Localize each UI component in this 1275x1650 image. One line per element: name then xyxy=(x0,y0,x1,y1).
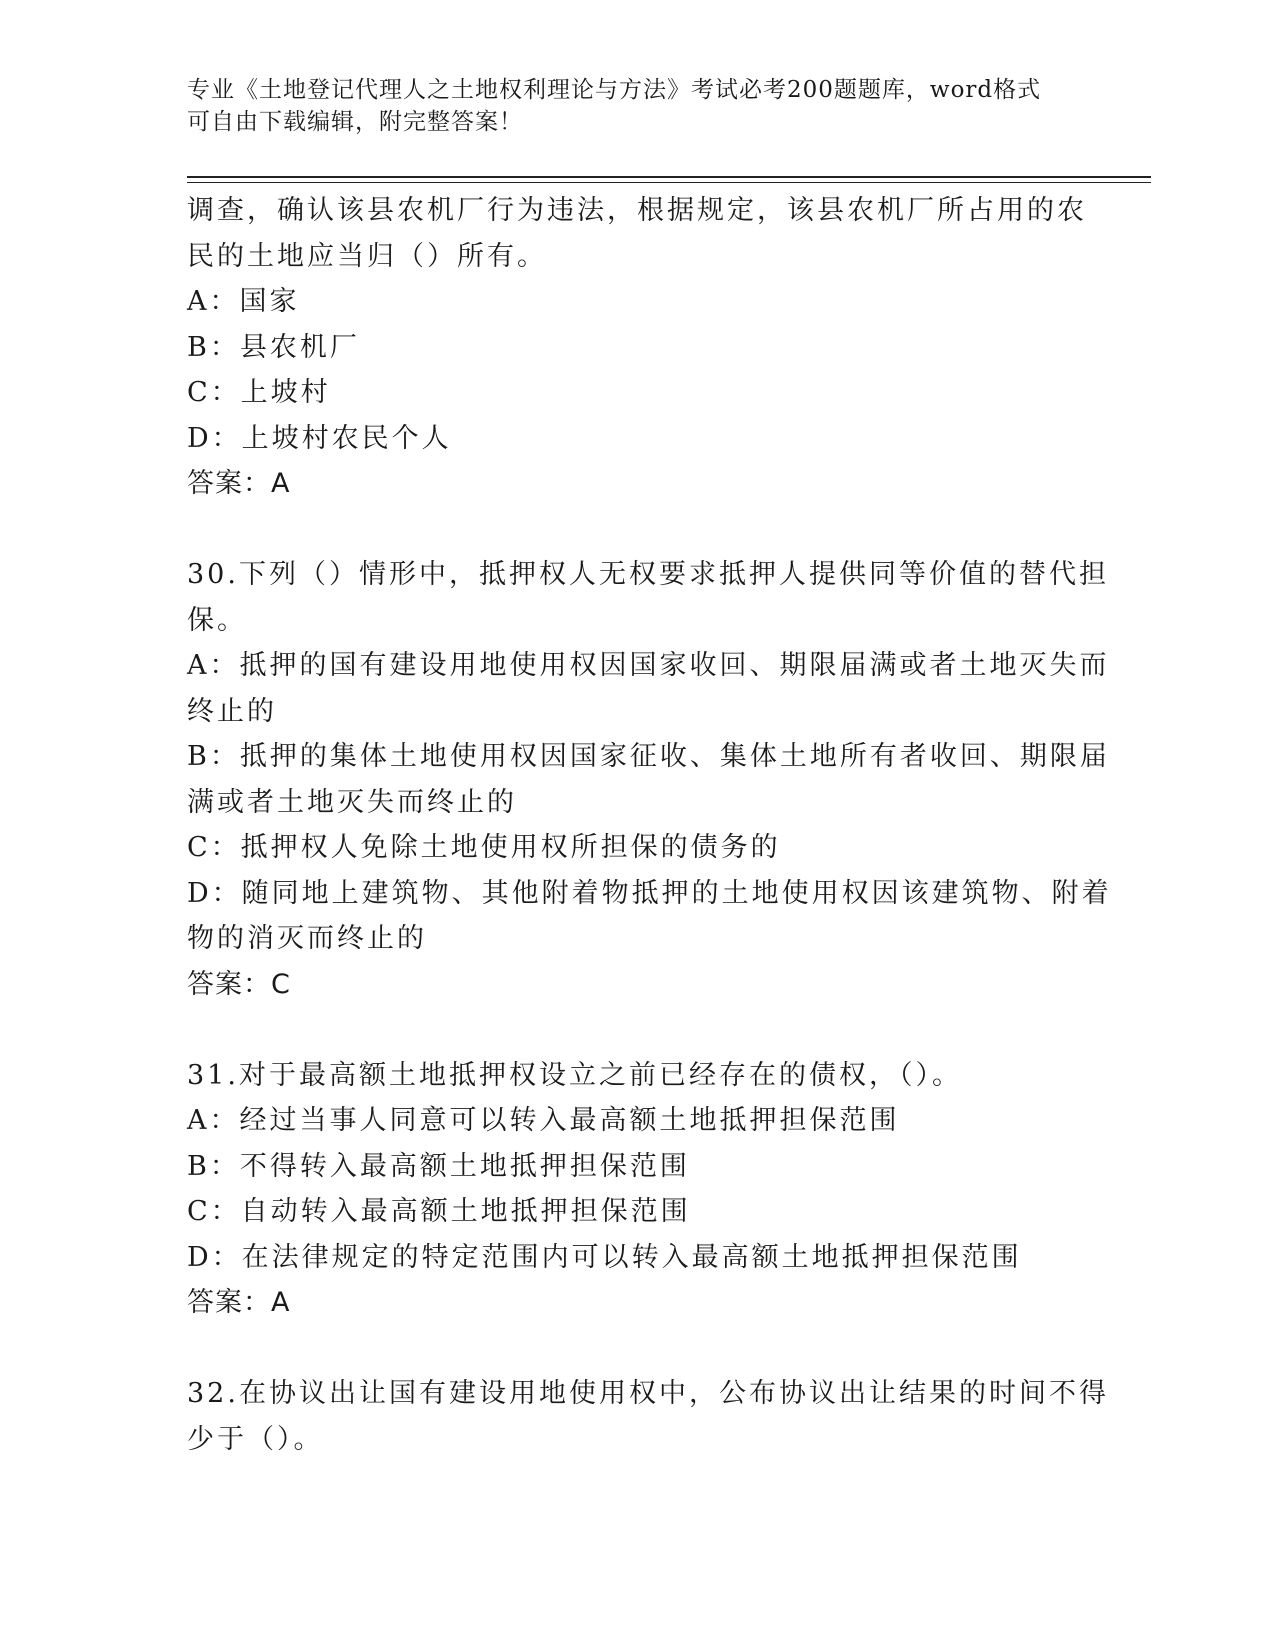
option-c: C：抵押权人免除土地使用权所担保的债务的 xyxy=(187,832,781,863)
answer-label: 答案：A xyxy=(187,468,291,499)
option-c: C：自动转入最高额土地抵押担保范围 xyxy=(187,1196,691,1227)
answer-label: 答案：A xyxy=(187,1287,291,1318)
answer-label: 答案：C xyxy=(187,968,291,1000)
option-b: B：县农机厂 xyxy=(187,331,360,363)
question-32 xyxy=(187,1371,1109,1462)
question-stem: 民的土地应当归（）所有。 xyxy=(187,240,547,272)
question-spacer xyxy=(187,1326,1087,1372)
question-stem: 少于（）。 xyxy=(187,1423,324,1455)
option-a: 终止的 xyxy=(187,695,277,727)
header-title-line1: 专业《土地登记代理人之土地权利理论与方法》考试必考200题题库，word格式 xyxy=(187,77,1042,103)
option-c: C：上坡村 xyxy=(187,377,331,408)
option-d: D：上坡村农民个人 xyxy=(187,422,452,454)
option-d: 物的消灭而终止的 xyxy=(187,923,427,954)
question-stem: 31.对于最高额土地抵押权设立之前已经存在的债权，（）。 xyxy=(187,1059,962,1091)
header-divider-thick xyxy=(187,176,1151,178)
option-a: A：经过当事人同意可以转入最高额土地抵押担保范围 xyxy=(187,1105,900,1136)
header-divider-thin xyxy=(187,182,1151,183)
question-spacer xyxy=(187,1007,1087,1053)
option-d: D：在法律规定的特定范围内可以转入最高额土地抵押担保范围 xyxy=(187,1241,1022,1273)
option-b: 满或者土地灭失而终止的 xyxy=(187,786,517,818)
question-stem: 30.下列（）情形中，抵押权人无权要求抵押人提供同等价值的替代担 xyxy=(187,559,1109,590)
question-stem: 调查，确认该县农机厂行为违法，根据规定，该县农机厂所占用的农 xyxy=(187,195,1087,226)
option-b: B：抵押的集体土地使用权因国家征收、集体土地所有者收回、期限届 xyxy=(187,741,1110,772)
question-29 xyxy=(187,188,1087,507)
header-title-line2: 可自由下载编辑，附完整答案！ xyxy=(187,109,523,135)
document-header xyxy=(187,74,1087,138)
option-d: D：随同地上建筑物、其他附着物抵押的土地使用权因该建筑物、附着 xyxy=(187,877,1112,909)
question-30 xyxy=(187,552,1112,1007)
option-a: A：国家 xyxy=(187,286,300,317)
question-spacer xyxy=(187,507,1087,553)
question-31 xyxy=(187,1053,1087,1326)
question-list xyxy=(187,188,1112,1462)
option-a: A：抵押的国有建设用地使用权因国家收回、期限届满或者土地灭失而 xyxy=(187,650,1110,681)
question-stem: 32.在协议出让国有建设用地使用权中，公布协议出让结果的时间不得 xyxy=(187,1378,1109,1409)
question-stem: 保。 xyxy=(187,604,247,636)
option-b: B：不得转入最高额土地抵押担保范围 xyxy=(187,1150,690,1182)
